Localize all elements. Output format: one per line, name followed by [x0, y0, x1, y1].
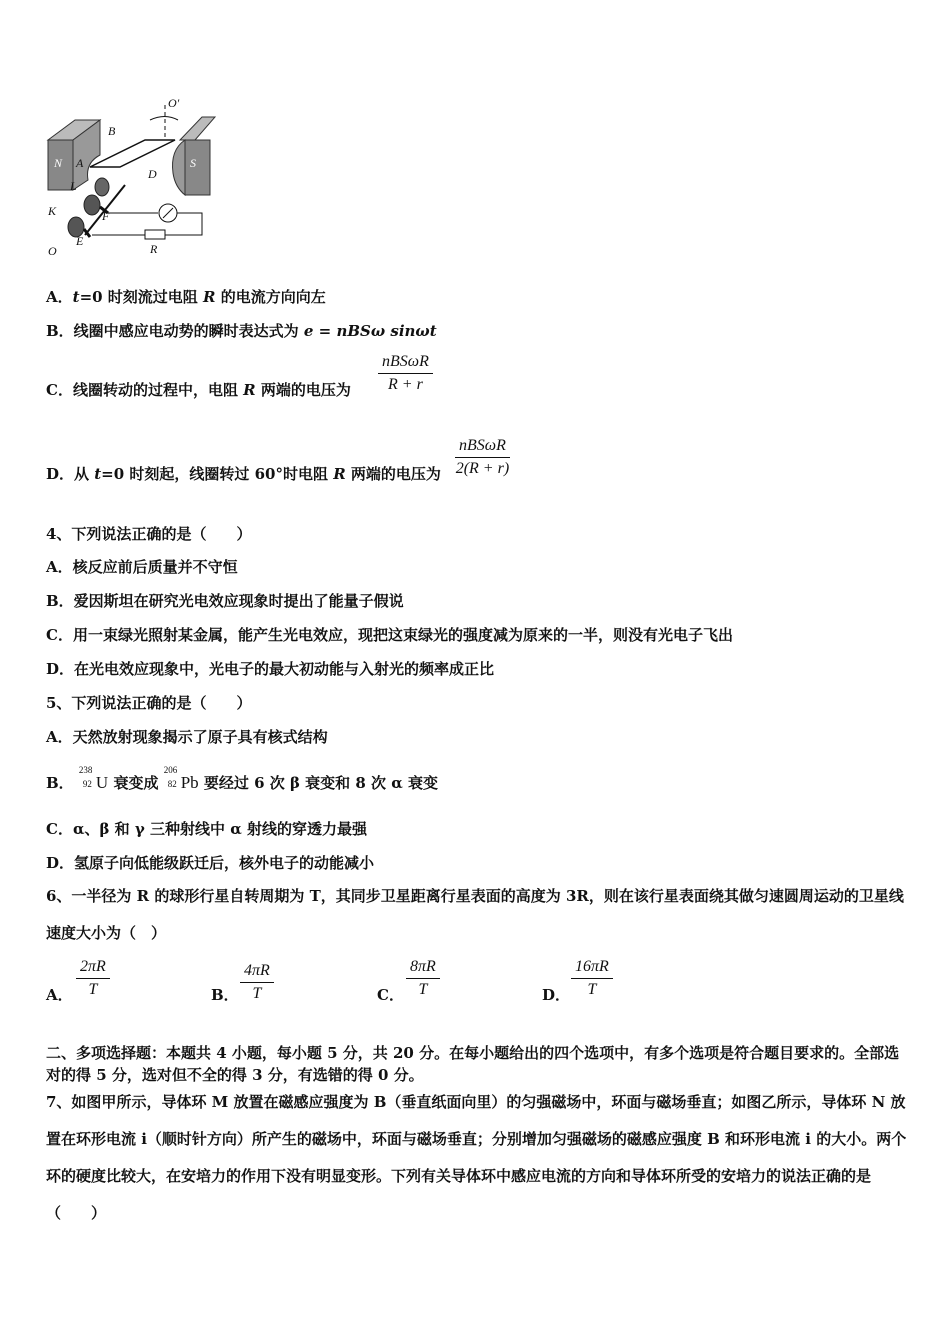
q5-option-d[interactable]: D．氢原子向低能级跃迁后，核外电子的动能减小 [46, 854, 375, 872]
generator-figure [40, 95, 270, 265]
svg-text:S: S [190, 156, 196, 170]
q6-option-d-fraction: $\frac{16\pi R}{T}$ [571, 958, 613, 999]
svg-text:A: A [76, 156, 84, 170]
uranium-238-nuclide: 238 92 U [78, 765, 109, 792]
q6-option-d-label[interactable]: D． [542, 986, 571, 1004]
q6-option-c-fraction: $\frac{8\pi R}{T}$ [406, 958, 440, 999]
q6-option-a-label[interactable]: A． [46, 986, 73, 1004]
svg-text:O: O [48, 244, 57, 258]
q7-stem: 7、如图甲所示，导体环 M 放置在磁感应强度为 B（垂直纸面向里）的匀强磁场中，环面与磁场垂直；如图乙所示，导体环 N 放置在环形电流 i（顺时针方向）所产生的磁场中，环面与磁场垂直；分别增加匀强磁场的磁感应强度 B 和环形电流 i 的大小。两个环的硬度比较大，在安培力的作用下没有明显变形。下列有关导体环中感应电流的方向和导体环所受的安培力的说法正确的是（ ） [46, 1093, 907, 1222]
svg-text:D: D [148, 167, 157, 181]
q4-stem: 4、下列说法正确的是（ ） [46, 525, 252, 543]
q4-option-a[interactable]: A．核反应前后质量并不守恒 [46, 558, 238, 576]
svg-text:K: K [48, 204, 57, 218]
section-2-heading: 二、多项选择题：本题共 4 小题，每小题 5 分，共 20 分。在每小题给出的四个选项中，有多个选项是符合题目要求的。全部选对的得 5 分，选对但不全的得 3 分，有选错的得 0 分。 [46, 1044, 900, 1084]
q3-option-c[interactable]: C．线圈转动的过程中，电阻 R 两端的电压为 [46, 381, 351, 399]
svg-text:N: N [54, 156, 63, 170]
svg-text:B: B [108, 124, 116, 138]
q6-option-c-label[interactable]: C． [377, 986, 404, 1004]
svg-text:L: L [70, 179, 77, 193]
lead-206-nuclide: 206 82 Pb [163, 765, 199, 792]
q5-stem: 5、下列说法正确的是（ ） [46, 694, 252, 712]
q3-c-fraction: nBSωR R + r [378, 353, 433, 394]
q5-option-b[interactable]: B． 238 92 U 衰变成 206 82 Pb 要经过 6 次 β 衰变和 8 次 α 衰变 [46, 765, 439, 792]
q3-option-d[interactable]: D．从 t=0 时刻起，线圈转过 60°时电阻 R 两端的电压为 [46, 465, 441, 483]
q6-option-a-fraction: $\frac{2\pi R}{T}$ [76, 958, 110, 999]
svg-text:F: F [102, 209, 110, 223]
q4-option-b[interactable]: B．爱因斯坦在研究光电效应现象时提出了能量子假说 [46, 592, 404, 610]
q3-option-b[interactable]: B．线圈中感应电动势的瞬时表达式为 e = nBSω sinωt [46, 322, 437, 340]
q6-option-b-fraction: $\frac{4\pi R}{T}$ [240, 962, 274, 1003]
q4-option-c[interactable]: C．用一束绿光照射某金属，能产生光电效应，现把这束绿光的强度减为原来的一半，则没有光电子飞出 [46, 626, 733, 644]
q6-stem: 6、一半径为 R 的球形行星自转周期为 T，其同步卫星距离行星表面的高度为 3R，则在该行星表面绕其做匀速圆周运动的卫星线速度大小为（ ） [46, 887, 904, 942]
q5-option-a[interactable]: A．天然放射现象揭示了原子具有核式结构 [46, 728, 328, 746]
q4-option-d[interactable]: D．在光电效应现象中，光电子的最大初动能与入射光的频率成正比 [46, 660, 495, 678]
q5-option-c[interactable]: C．α、β 和 γ 三种射线中 α 射线的穿透力最强 [46, 820, 368, 838]
q3-option-a[interactable]: A．t=0 时刻流过电阻 R 的电流方向向左 [46, 288, 326, 306]
svg-text:R: R [150, 242, 158, 256]
svg-text:E: E [76, 234, 84, 248]
q3-d-fraction: nBSωR 2(R + r) [455, 437, 510, 477]
label-o-prime: O′ [168, 96, 180, 110]
q6-option-b-label[interactable]: B． [211, 986, 239, 1004]
